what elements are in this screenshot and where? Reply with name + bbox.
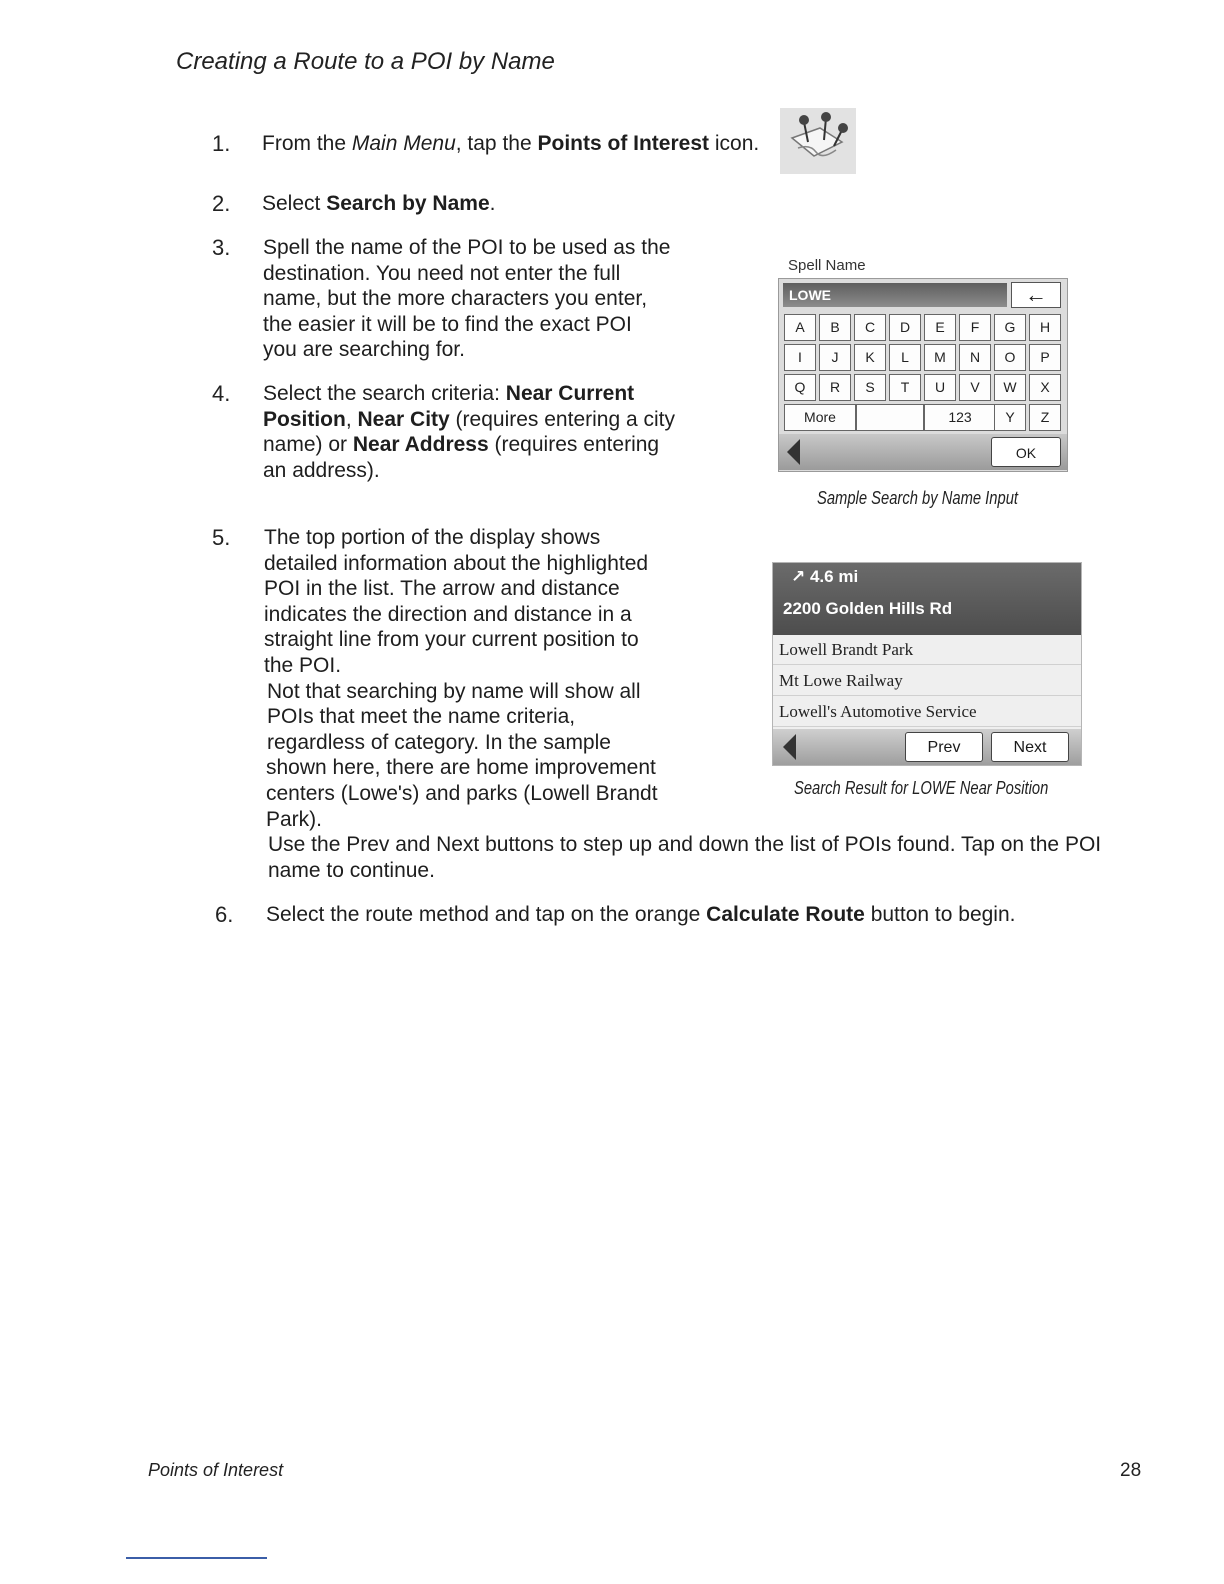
key-d[interactable]: D (889, 314, 921, 341)
key-p[interactable]: P (1029, 344, 1061, 371)
keyboard-caption: Sample Search by Name Input (817, 488, 1019, 508)
key-h[interactable]: H (1029, 314, 1061, 341)
key-m[interactable]: M (924, 344, 956, 371)
key-k[interactable]: K (854, 344, 886, 371)
back-arrow-icon[interactable] (783, 734, 796, 760)
key-b[interactable]: B (819, 314, 851, 341)
back-arrow-icon[interactable] (787, 439, 800, 465)
step-4-text: Select the search criteria: Near Current Position, Near City (requires entering a city name) or Near Address (requires entering an address). (263, 382, 675, 482)
results-caption: Search Result for LOWE Near Position (794, 778, 1049, 798)
step-6-number: 6. (215, 902, 234, 927)
key-r[interactable]: R (819, 374, 851, 401)
poi-distance: ↗ 4.6 mi (791, 567, 859, 586)
step-6-text: Select the route method and tap on the orange Calculate Route button to begin. (266, 903, 1016, 926)
footer-rule (126, 1557, 267, 1559)
page-number: 28 (1120, 1460, 1142, 1481)
key-v[interactable]: V (959, 374, 991, 401)
step-2-number: 2. (212, 191, 231, 216)
key-z[interactable]: Z (1029, 404, 1061, 431)
prev-button[interactable]: Prev (905, 732, 983, 762)
footer-section-title: Points of Interest (148, 1460, 284, 1480)
poi-address: 2200 Golden Hills Rd (783, 599, 953, 618)
backspace-key[interactable]: ← (1011, 282, 1061, 308)
page-heading: Creating a Route to a POI by Name (176, 48, 555, 75)
step-5-number: 5. (212, 525, 231, 550)
key-o[interactable]: O (994, 344, 1026, 371)
result-item[interactable]: Lowell Brandt Park (773, 635, 1081, 665)
key-s[interactable]: S (854, 374, 886, 401)
space-key[interactable] (856, 404, 924, 431)
step-5-text: The top portion of the display shows detailed information about the highlighted POI in the list. The arrow and distance indicates the direction and distance in a straight line from your current position to the POI. Not that searching by name will show all POIs that meet the name criteria, regardless of category. In the sample shown here, there are home improvement centers (Lowe's) and parks (Lowell Brandt Park). Use the Prev and Next buttons to step up and down the list of POIs found. Tap on the POI name to continue. (264, 526, 1102, 882)
step-1-number: 1. (212, 131, 231, 156)
keyboard-screenshot (778, 278, 1068, 472)
highlighted-poi-details (773, 563, 1081, 635)
result-item[interactable]: Lowell's Automotive Service (773, 697, 1081, 727)
search-result-screenshot (772, 562, 1082, 766)
step-4-number: 4. (212, 381, 231, 406)
numbers-key[interactable]: 123 (924, 404, 996, 431)
key-i[interactable]: I (784, 344, 816, 371)
step-2-text: Select Search by Name. (262, 192, 496, 215)
key-n[interactable]: N (959, 344, 991, 371)
key-t[interactable]: T (889, 374, 921, 401)
spell-name-label: Spell Name (788, 257, 866, 274)
results-bottom-bar (773, 729, 1081, 765)
result-item[interactable]: Mt Lowe Railway (773, 666, 1081, 696)
points-of-interest-icon (780, 108, 856, 174)
key-c[interactable]: C (854, 314, 886, 341)
key-j[interactable]: J (819, 344, 851, 371)
more-key[interactable]: More (784, 404, 856, 431)
key-g[interactable]: G (994, 314, 1026, 341)
key-w[interactable]: W (994, 374, 1026, 401)
key-q[interactable]: Q (784, 374, 816, 401)
key-y[interactable]: Y (994, 404, 1026, 431)
step-3-number: 3. (212, 235, 231, 260)
key-x[interactable]: X (1029, 374, 1061, 401)
step-1-text: From the Main Menu, tap the Points of Interest icon. (262, 132, 760, 155)
key-a[interactable]: A (784, 314, 816, 341)
keyboard-bottom-bar (779, 434, 1067, 470)
key-e[interactable]: E (924, 314, 956, 341)
ok-button[interactable]: OK (991, 437, 1061, 467)
key-l[interactable]: L (889, 344, 921, 371)
name-input[interactable]: LOWE (783, 283, 1007, 307)
key-f[interactable]: F (959, 314, 991, 341)
next-button[interactable]: Next (991, 732, 1069, 762)
key-u[interactable]: U (924, 374, 956, 401)
step-3-text: Spell the name of the POI to be used as the destination. You need not enter the full name, but the more characters you enter, the easier it will be to find the exact POI you are searching for. (263, 236, 671, 362)
